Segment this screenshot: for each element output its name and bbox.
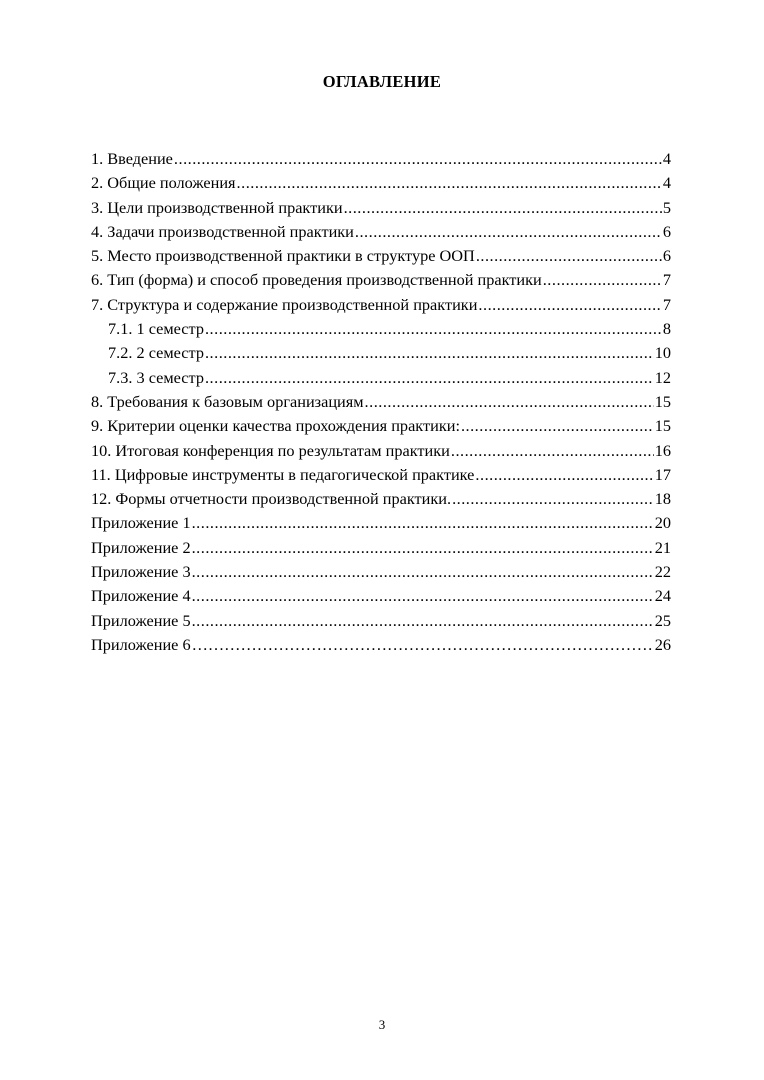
page-number: 3 xyxy=(378,1017,386,1032)
toc-leader-dots xyxy=(192,536,654,560)
toc-subentry xyxy=(91,317,671,341)
toc-entry-page: 7 xyxy=(662,270,671,290)
toc-entry-page: 15 xyxy=(654,416,671,436)
toc-entry xyxy=(91,560,671,584)
toc-entry-label: 1. Введение xyxy=(91,149,173,168)
toc-entry-label: Приложение 2 xyxy=(91,537,191,557)
toc-leader-dots xyxy=(192,560,654,584)
toc-entry xyxy=(91,293,671,317)
toc-entry-page: 4 xyxy=(662,149,671,168)
toc-leader-dots xyxy=(461,414,654,438)
toc-entry-page: 12 xyxy=(654,367,671,387)
toc-leader-dots xyxy=(205,317,662,341)
toc-entry xyxy=(91,487,671,511)
toc-entry xyxy=(91,633,671,657)
toc-entry-page: 10 xyxy=(654,343,671,363)
toc-entry xyxy=(91,268,671,292)
toc-leader-dots xyxy=(475,463,653,487)
toc-entry xyxy=(91,609,671,633)
toc-entry xyxy=(91,584,671,608)
toc-leader-dots xyxy=(543,268,662,292)
toc-entry xyxy=(91,414,671,438)
toc-leader-dots xyxy=(344,196,662,220)
toc-entry-page: 21 xyxy=(654,537,671,557)
toc-entry xyxy=(91,171,671,195)
toc-entry xyxy=(91,196,671,220)
toc-entry-page: 4 xyxy=(662,173,671,193)
toc-entry xyxy=(91,220,671,244)
toc-entry-label: 6. Тип (форма) и способ проведения производственной практики xyxy=(91,270,542,290)
toc-entry-label: 8. Требования к базовым организациям xyxy=(91,391,364,411)
toc-entry-label: Приложение 6 xyxy=(91,634,191,654)
toc-leader-dots xyxy=(192,511,654,535)
toc-leader-dots xyxy=(478,293,661,317)
toc-entry xyxy=(91,439,671,463)
table-of-contents xyxy=(91,147,671,657)
toc-leader-dots xyxy=(192,584,654,608)
toc-entry-page: 7 xyxy=(662,294,671,314)
toc-entry-page: 24 xyxy=(654,586,671,606)
toc-entry-label: 9. Критерии оценки качества прохождения практики: xyxy=(91,416,460,436)
toc-leader-dots xyxy=(451,439,654,463)
toc-entry-page: 16 xyxy=(654,440,671,460)
toc-entry xyxy=(91,536,671,560)
toc-entry-label: Приложение 1 xyxy=(91,513,191,533)
toc-entry-page: 17 xyxy=(654,464,671,484)
toc-leader-dots xyxy=(192,633,654,657)
toc-leader-dots xyxy=(205,341,654,365)
toc-entry-label: 7.2. 2 семестр xyxy=(108,343,204,363)
toc-entry-page: 22 xyxy=(654,562,671,582)
toc-entry-label: 3. Цели производственной практики xyxy=(91,197,343,217)
toc-entry-label: 10. Итоговая конференция по результатам практики xyxy=(91,440,450,460)
toc-entry-page: 25 xyxy=(654,610,671,630)
toc-leader-dots xyxy=(452,487,654,511)
toc-entry xyxy=(91,244,671,268)
toc-entry-page: 6 xyxy=(662,221,671,241)
toc-entry-page: 6 xyxy=(662,246,671,266)
toc-entry-page: 20 xyxy=(654,513,671,533)
toc-leader-dots xyxy=(355,220,662,244)
toc-leader-dots xyxy=(205,366,654,390)
toc-leader-dots xyxy=(192,609,654,633)
toc-leader-dots xyxy=(174,147,662,171)
toc-entry-label: 7. Структура и содержание производственной практики xyxy=(91,294,478,314)
toc-entry-page: 5 xyxy=(662,197,671,217)
toc-entry xyxy=(91,463,671,487)
toc-entry-page: 18 xyxy=(654,489,671,509)
toc-entry-label: 7.3. 3 семестр xyxy=(108,367,204,387)
toc-entry-label: Приложение 4 xyxy=(91,586,191,606)
toc-entry-label: Приложение 3 xyxy=(91,562,191,582)
toc-entry-page: 8 xyxy=(662,319,671,339)
toc-entry-label: Приложение 5 xyxy=(91,610,191,630)
toc-leader-dots xyxy=(237,171,662,195)
toc-entry-label: 12. Формы отчетности производственной практики. xyxy=(91,489,452,509)
toc-entry xyxy=(91,147,671,171)
toc-entry-page: 15 xyxy=(654,391,671,411)
toc-entry xyxy=(91,390,671,414)
toc-leader-dots xyxy=(476,244,662,268)
toc-entry-page: 26 xyxy=(654,634,671,654)
toc-entry-label: 2. Общие положения xyxy=(91,173,236,193)
toc-subentry xyxy=(91,341,671,365)
page-title: ОГЛАВЛЕНИЕ xyxy=(322,72,442,91)
toc-entry xyxy=(91,511,671,535)
toc-entry-label: 11. Цифровые инструменты в педагогической практике xyxy=(91,464,475,484)
toc-entry-label: 4. Задачи производственной практики xyxy=(91,221,354,241)
toc-leader-dots xyxy=(365,390,654,414)
toc-entry-label: 5. Место производственной практики в структуре ООП xyxy=(91,246,475,266)
toc-subentry xyxy=(91,366,671,390)
toc-entry-label: 7.1. 1 семестр xyxy=(108,319,204,339)
